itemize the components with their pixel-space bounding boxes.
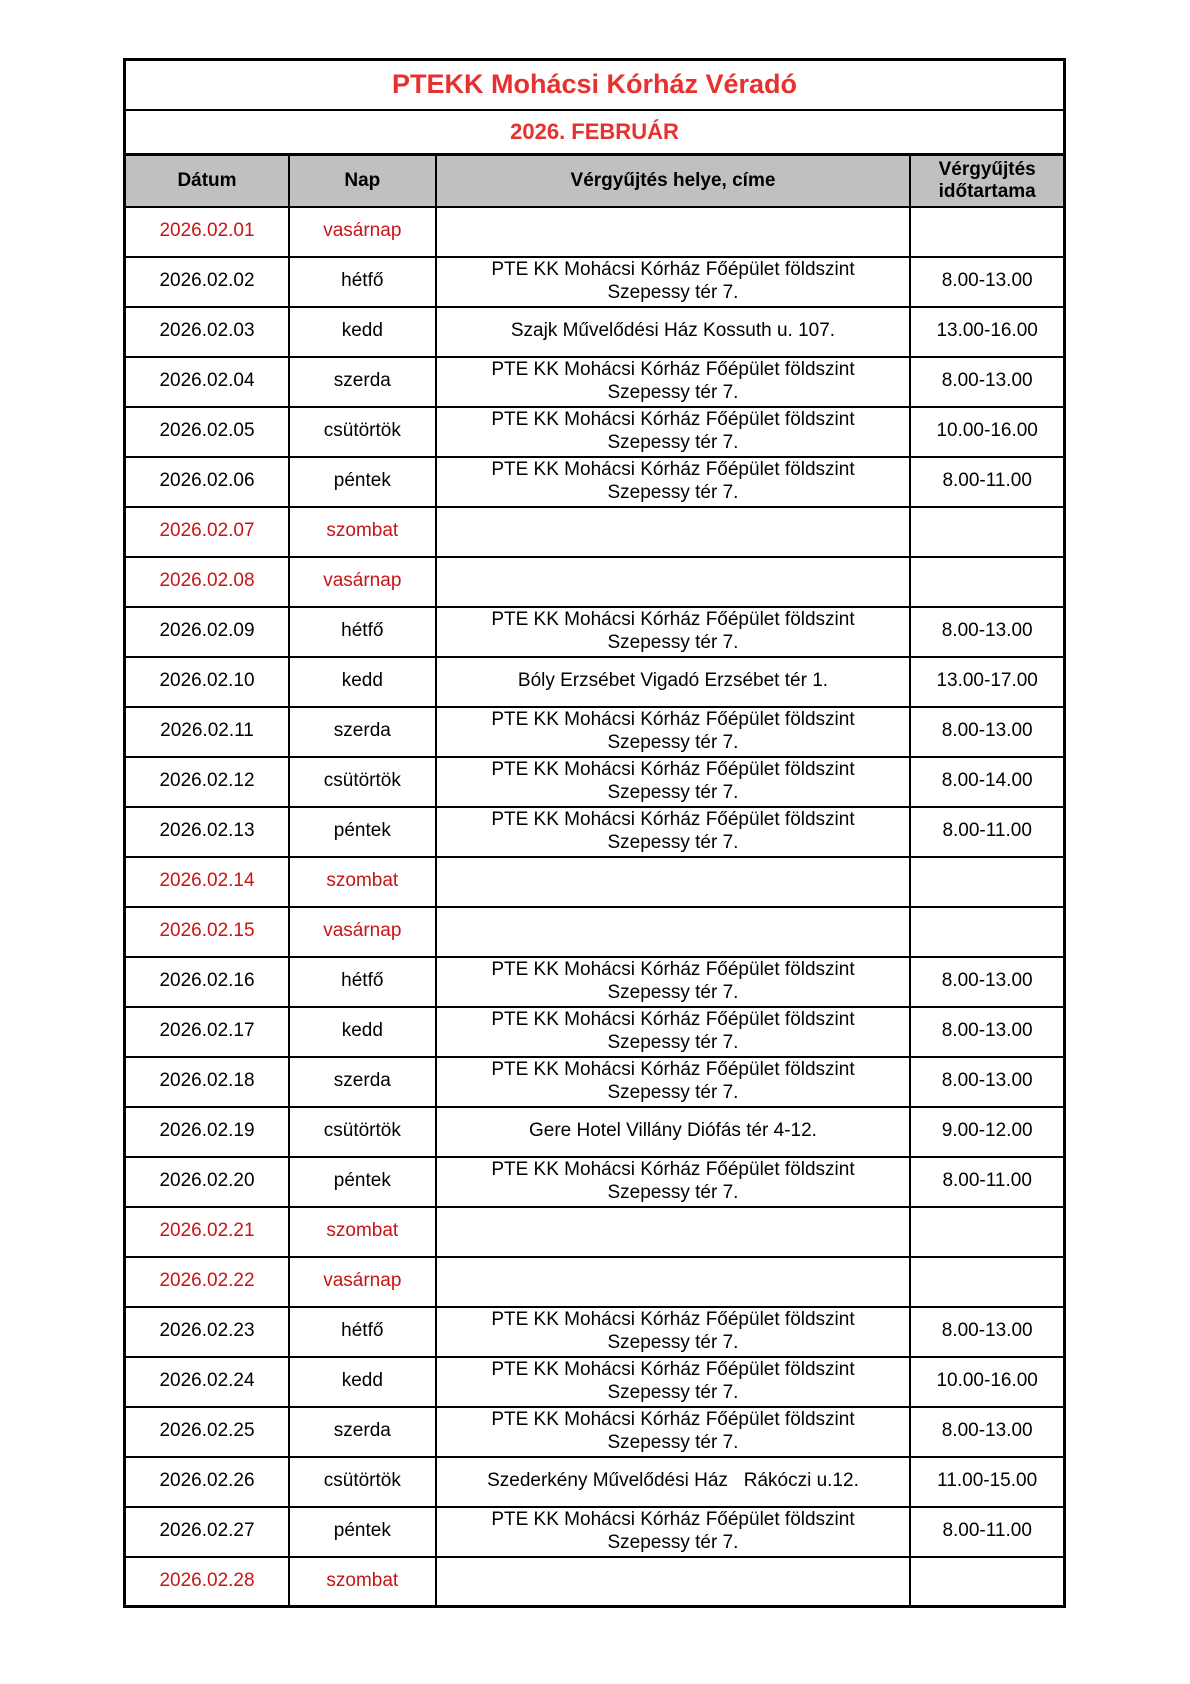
table-row xyxy=(125,1157,1065,1207)
time-cell xyxy=(910,557,1064,607)
location-cell xyxy=(436,807,911,857)
location-line: Bóly Erzsébet Vigadó Erzsébet tér 1. xyxy=(517,670,829,692)
table-row xyxy=(125,1007,1065,1057)
date-cell: 2026.02.12 xyxy=(125,757,290,807)
day-cell: szombat xyxy=(289,857,436,907)
date-cell: 2026.02.16 xyxy=(125,957,290,1007)
day-cell: péntek xyxy=(289,457,436,507)
table-row xyxy=(125,657,1065,707)
date-cell: 2026.02.11 xyxy=(125,707,290,757)
table-head-section xyxy=(125,60,1065,207)
date-cell: 2026.02.18 xyxy=(125,1057,290,1107)
location-line: Szepessy tér 7. xyxy=(607,1181,739,1203)
time-cell: 8.00-13.00 xyxy=(910,357,1064,407)
table-row xyxy=(125,1307,1065,1357)
date-cell: 2026.02.20 xyxy=(125,1157,290,1207)
location-line: Szepessy tér 7. xyxy=(607,431,739,453)
location-line: PTE KK Mohácsi Kórház Főépület földszint xyxy=(491,1308,855,1330)
date-cell: 2026.02.23 xyxy=(125,1307,290,1357)
time-cell: 9.00-12.00 xyxy=(910,1107,1064,1157)
location-cell xyxy=(436,707,911,757)
time-cell: 8.00-13.00 xyxy=(910,1407,1064,1457)
location-cell xyxy=(436,407,911,457)
time-cell xyxy=(910,1557,1064,1607)
location-cell xyxy=(436,1357,911,1407)
day-cell: csütörtök xyxy=(289,757,436,807)
day-cell: kedd xyxy=(289,307,436,357)
location-cell xyxy=(436,657,911,707)
time-cell: 8.00-13.00 xyxy=(910,707,1064,757)
location-cell xyxy=(436,1007,911,1057)
time-cell: 10.00-16.00 xyxy=(910,1357,1064,1407)
date-cell: 2026.02.26 xyxy=(125,1457,290,1507)
location-cell xyxy=(436,457,911,507)
column-header-location: Vérgyűjtés helye, címe xyxy=(436,155,911,207)
date-cell: 2026.02.15 xyxy=(125,907,290,957)
table-row xyxy=(125,957,1065,1007)
subtitle-row xyxy=(125,110,1065,155)
location-cell xyxy=(436,907,911,957)
location-line: Szepessy tér 7. xyxy=(607,1081,739,1103)
location-cell xyxy=(436,1257,911,1307)
location-cell xyxy=(436,857,911,907)
location-cell xyxy=(436,557,911,607)
time-cell: 13.00-16.00 xyxy=(910,307,1064,357)
location-line: Szepessy tér 7. xyxy=(607,731,739,753)
time-cell xyxy=(910,907,1064,957)
table-row xyxy=(125,1107,1065,1157)
date-cell: 2026.02.17 xyxy=(125,1007,290,1057)
location-line: Szepessy tér 7. xyxy=(607,1331,739,1353)
table-row xyxy=(125,757,1065,807)
location-line: PTE KK Mohácsi Kórház Főépület földszint xyxy=(491,1358,855,1380)
table-row xyxy=(125,257,1065,307)
time-cell: 8.00-11.00 xyxy=(910,1507,1064,1557)
table-row xyxy=(125,1257,1065,1307)
table-row xyxy=(125,907,1065,957)
time-cell: 8.00-14.00 xyxy=(910,757,1064,807)
table-row xyxy=(125,707,1065,757)
table-row xyxy=(125,1407,1065,1457)
day-cell: szerda xyxy=(289,357,436,407)
date-cell: 2026.02.06 xyxy=(125,457,290,507)
table-row xyxy=(125,857,1065,907)
table-row xyxy=(125,207,1065,257)
location-line: Szepessy tér 7. xyxy=(607,781,739,803)
location-cell xyxy=(436,1507,911,1557)
location-cell xyxy=(436,1557,911,1607)
day-cell: szombat xyxy=(289,507,436,557)
location-cell xyxy=(436,607,911,657)
location-line: PTE KK Mohácsi Kórház Főépület földszint xyxy=(491,1158,855,1180)
table-row xyxy=(125,457,1065,507)
time-cell: 8.00-11.00 xyxy=(910,457,1064,507)
date-cell: 2026.02.09 xyxy=(125,607,290,657)
location-cell xyxy=(436,1457,911,1507)
time-cell: 8.00-13.00 xyxy=(910,607,1064,657)
location-line: Szajk Művelődési Ház Kossuth u. 107. xyxy=(510,320,836,342)
table-row xyxy=(125,1557,1065,1607)
time-cell xyxy=(910,857,1064,907)
location-line: Szepessy tér 7. xyxy=(607,281,739,303)
time-cell: 8.00-13.00 xyxy=(910,1007,1064,1057)
location-line: Szepessy tér 7. xyxy=(607,1381,739,1403)
day-cell: szombat xyxy=(289,1207,436,1257)
day-cell: szerda xyxy=(289,1407,436,1457)
location-line: Szepessy tér 7. xyxy=(607,1031,739,1053)
location-line: PTE KK Mohácsi Kórház Főépület földszint xyxy=(491,1008,855,1030)
time-cell xyxy=(910,507,1064,557)
location-line: PTE KK Mohácsi Kórház Főépület földszint xyxy=(491,758,855,780)
title-row xyxy=(125,60,1065,110)
location-cell xyxy=(436,1107,911,1157)
day-cell: csütörtök xyxy=(289,1107,436,1157)
table-row xyxy=(125,607,1065,657)
location-line: Szederkény Művelődési Ház Rákóczi u.12. xyxy=(487,1470,859,1492)
day-cell: vasárnap xyxy=(289,1257,436,1307)
day-cell: vasárnap xyxy=(289,907,436,957)
location-line: Szepessy tér 7. xyxy=(607,1431,739,1453)
location-cell xyxy=(436,1407,911,1457)
date-cell: 2026.02.24 xyxy=(125,1357,290,1407)
location-cell xyxy=(436,1057,911,1107)
location-cell xyxy=(436,1157,911,1207)
date-cell: 2026.02.10 xyxy=(125,657,290,707)
day-cell: hétfő xyxy=(289,607,436,657)
location-line: Szepessy tér 7. xyxy=(607,631,739,653)
day-cell: kedd xyxy=(289,657,436,707)
day-cell: vasárnap xyxy=(289,557,436,607)
day-cell: péntek xyxy=(289,1507,436,1557)
date-cell: 2026.02.04 xyxy=(125,357,290,407)
day-cell: csütörtök xyxy=(289,1457,436,1507)
time-cell: 8.00-11.00 xyxy=(910,807,1064,857)
table-body xyxy=(125,207,1065,1607)
table-row xyxy=(125,1207,1065,1257)
table-row xyxy=(125,1357,1065,1407)
document-subtitle: 2026. FEBRUÁR xyxy=(125,110,1065,155)
table-row xyxy=(125,557,1065,607)
location-line: Szepessy tér 7. xyxy=(607,1531,739,1553)
document-title: PTEKK Mohácsi Kórház Véradó xyxy=(125,60,1065,110)
location-cell xyxy=(436,1307,911,1357)
day-cell: péntek xyxy=(289,807,436,857)
date-cell: 2026.02.08 xyxy=(125,557,290,607)
day-cell: hétfő xyxy=(289,257,436,307)
time-cell: 11.00-15.00 xyxy=(910,1457,1064,1507)
location-line: Szepessy tér 7. xyxy=(607,831,739,853)
day-cell: csütörtök xyxy=(289,407,436,457)
date-cell: 2026.02.22 xyxy=(125,1257,290,1307)
location-line: PTE KK Mohácsi Kórház Főépület földszint xyxy=(491,958,855,980)
time-cell: 10.00-16.00 xyxy=(910,407,1064,457)
table-row xyxy=(125,407,1065,457)
time-cell: 8.00-11.00 xyxy=(910,1157,1064,1207)
location-line: PTE KK Mohácsi Kórház Főépület földszint xyxy=(491,258,855,280)
column-header-day: Nap xyxy=(289,155,436,207)
location-line: Gere Hotel Villány Diófás tér 4-12. xyxy=(529,1120,817,1142)
location-cell xyxy=(436,207,911,257)
date-cell: 2026.02.21 xyxy=(125,1207,290,1257)
day-cell: kedd xyxy=(289,1007,436,1057)
location-cell xyxy=(436,1207,911,1257)
day-cell: szerda xyxy=(289,1057,436,1107)
day-cell: kedd xyxy=(289,1357,436,1407)
location-line: Szepessy tér 7. xyxy=(607,981,739,1003)
day-cell: hétfő xyxy=(289,1307,436,1357)
location-line: PTE KK Mohácsi Kórház Főépület földszint xyxy=(491,458,855,480)
date-cell: 2026.02.03 xyxy=(125,307,290,357)
location-line: PTE KK Mohácsi Kórház Főépület földszint xyxy=(491,708,855,730)
location-cell xyxy=(436,757,911,807)
location-line: PTE KK Mohácsi Kórház Főépület földszint xyxy=(491,408,855,430)
location-cell xyxy=(436,307,911,357)
date-cell: 2026.02.28 xyxy=(125,1557,290,1607)
date-cell: 2026.02.13 xyxy=(125,807,290,857)
date-cell: 2026.02.19 xyxy=(125,1107,290,1157)
day-cell: szerda xyxy=(289,707,436,757)
date-cell: 2026.02.14 xyxy=(125,857,290,907)
location-line: PTE KK Mohácsi Kórház Főépület földszint xyxy=(491,358,855,380)
location-cell xyxy=(436,957,911,1007)
location-cell xyxy=(436,357,911,407)
column-header-date: Dátum xyxy=(125,155,290,207)
time-cell xyxy=(910,1257,1064,1307)
day-cell: szombat xyxy=(289,1557,436,1607)
location-line: Szepessy tér 7. xyxy=(607,481,739,503)
date-cell: 2026.02.02 xyxy=(125,257,290,307)
table-row xyxy=(125,507,1065,557)
date-cell: 2026.02.07 xyxy=(125,507,290,557)
time-cell: 8.00-13.00 xyxy=(910,257,1064,307)
time-cell xyxy=(910,1207,1064,1257)
date-cell: 2026.02.01 xyxy=(125,207,290,257)
table-header-row xyxy=(125,155,1065,207)
date-cell: 2026.02.27 xyxy=(125,1507,290,1557)
location-line: PTE KK Mohácsi Kórház Főépület földszint xyxy=(491,808,855,830)
time-cell: 13.00-17.00 xyxy=(910,657,1064,707)
time-cell: 8.00-13.00 xyxy=(910,957,1064,1007)
table-row xyxy=(125,807,1065,857)
location-line: PTE KK Mohácsi Kórház Főépület földszint xyxy=(491,1058,855,1080)
table-row xyxy=(125,1507,1065,1557)
time-cell: 8.00-13.00 xyxy=(910,1307,1064,1357)
table-row xyxy=(125,1457,1065,1507)
location-line: Szepessy tér 7. xyxy=(607,381,739,403)
schedule-table xyxy=(123,58,1066,1608)
location-line: PTE KK Mohácsi Kórház Főépület földszint xyxy=(491,1508,855,1530)
location-cell xyxy=(436,507,911,557)
day-cell: péntek xyxy=(289,1157,436,1207)
location-line: PTE KK Mohácsi Kórház Főépület földszint xyxy=(491,608,855,630)
date-cell: 2026.02.05 xyxy=(125,407,290,457)
location-cell xyxy=(436,257,911,307)
column-header-duration: Vérgyűjtés időtartama xyxy=(910,155,1064,207)
location-line: PTE KK Mohácsi Kórház Főépület földszint xyxy=(491,1408,855,1430)
time-cell xyxy=(910,207,1064,257)
date-cell: 2026.02.25 xyxy=(125,1407,290,1457)
table-row xyxy=(125,307,1065,357)
day-cell: hétfő xyxy=(289,957,436,1007)
table-row xyxy=(125,357,1065,407)
table-row xyxy=(125,1057,1065,1107)
day-cell: vasárnap xyxy=(289,207,436,257)
time-cell: 8.00-13.00 xyxy=(910,1057,1064,1107)
